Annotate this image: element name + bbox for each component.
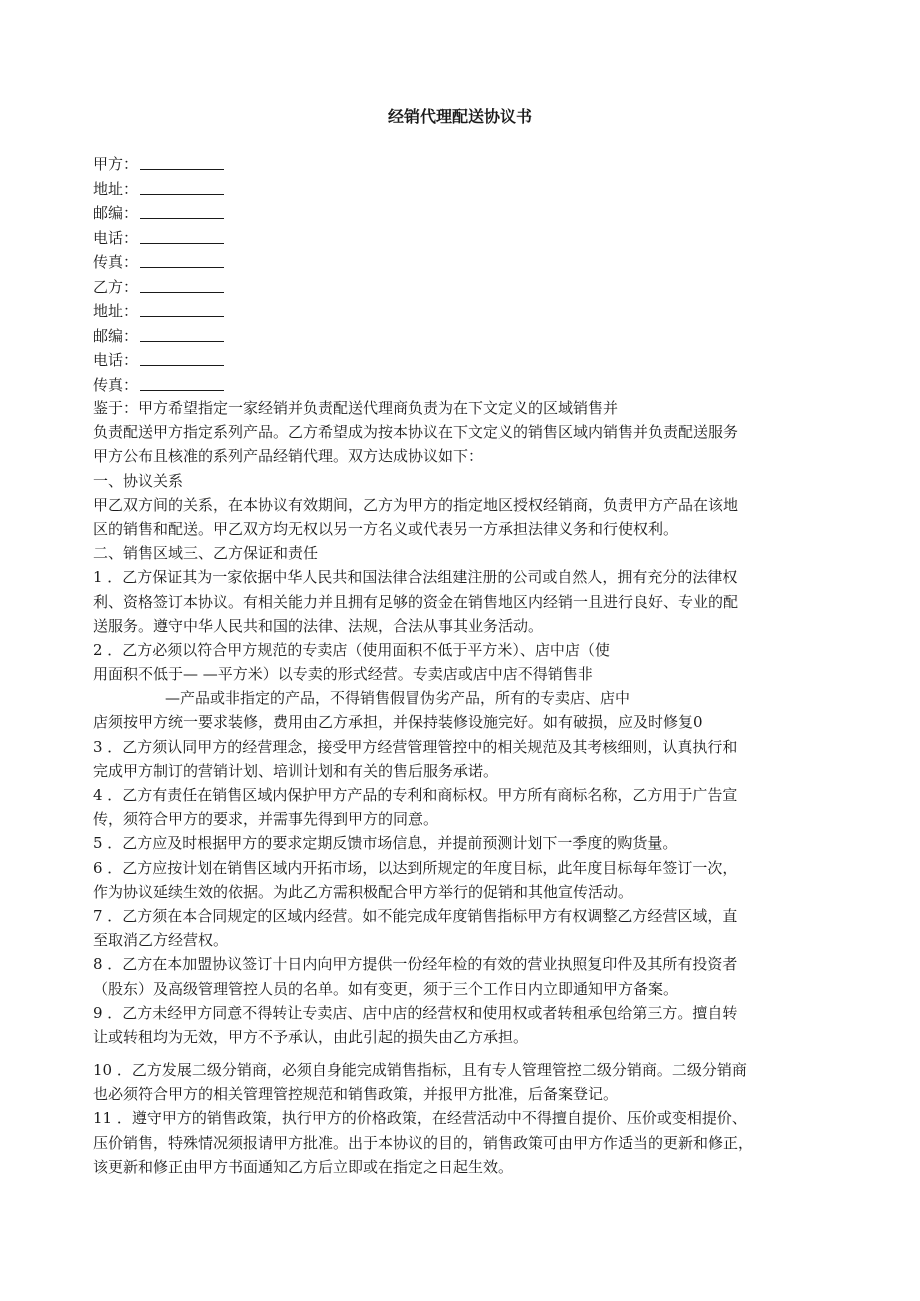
field-row [93, 250, 224, 275]
field-label: 邮编： [93, 326, 139, 345]
body-line: 完成甲方制订的营销计划、培训计划和有关的售后服务承诺。 [93, 761, 499, 780]
agreement-body [93, 396, 843, 1179]
body-line: 2 ．乙方必须以符合甲方规范的专卖店（使用面积不低于平方米）、店中店（使 [93, 640, 610, 659]
party-info-fields [93, 152, 224, 397]
body-line: 7 ．乙方须在本合同规定的区域内经营。如不能完成年度销售指标甲方有权调整乙方经营区域，直 [93, 906, 738, 925]
body-line: 利、资格签订本协议。有相关能力并且拥有足够的资金在销售地区内经销一且进行良好、专业的配 [93, 592, 739, 611]
field-blank [140, 326, 224, 342]
body-line: 送服务。遵守中华人民共和国的法律、法规，合法从事其业务活动。 [93, 616, 544, 635]
body-line: 4 ．乙方有责任在销售区域内保护甲方产品的专利和商标权。甲方所有商标名称，乙方用于广告宣 [93, 786, 738, 804]
field-label: 电话： [93, 351, 139, 369]
body-line: （股东）及高级管理管控人员的名单。如有变更，须于三个工作日内立即通知甲方备案。 [93, 979, 679, 998]
field-label: 甲方： [93, 155, 139, 173]
body-line: 10 ．乙方发展二级分销商，必须自身能完成销售指标，且有专人管理管控二级分销商。二级分销商 [93, 1061, 747, 1080]
field-blank [140, 228, 224, 244]
field-row [93, 299, 224, 324]
field-blank [140, 301, 224, 317]
field-row [93, 324, 224, 349]
section-heading: 一、协议关系 [93, 471, 184, 490]
field-row [93, 275, 224, 300]
body-line: 甲方公布且核准的系列产品经销代理。双方达成协议如下： [93, 447, 484, 466]
body-line: 负责配送甲方指定系列产品。乙方希望成为按本协议在下文定义的销售区域内销售并负责配送服务 [93, 423, 739, 442]
field-row [93, 348, 224, 373]
field-row [93, 373, 224, 398]
paragraph-gap [93, 1049, 843, 1058]
body-line: 甲乙双方间的关系，在本协议有效期间，乙方为甲方的指定地区授权经销商，负责甲方产品在该地 [93, 495, 739, 514]
body-line: 传，须符合甲方的要求，并需事先得到甲方的同意。 [93, 810, 439, 829]
field-label: 邮编： [93, 204, 139, 222]
body-line: 让或转租均为无效，甲方不予承认，由此引起的损失由乙方承担。 [93, 1027, 529, 1046]
field-label: 电话： [93, 228, 139, 247]
field-row [93, 177, 224, 202]
field-label: 传真： [93, 375, 139, 394]
body-line: 9 ．乙方未经甲方同意不得转让专卖店、店中店的经营权和使用权或者转租承包给第三方。擅自转 [93, 1003, 738, 1022]
field-blank [140, 154, 224, 170]
body-line: 区的销售和配送。甲乙双方均无权以另一方名义或代表另一方承担法律义务和行使权利。 [93, 519, 679, 538]
body-line: 6 ．乙方应按计划在销售区域内开拓市场，以达到所规定的年度目标，此年度目标每年签订一次， [93, 858, 738, 877]
field-blank [140, 203, 224, 219]
field-blank [140, 350, 224, 366]
field-row [93, 201, 224, 226]
body-line: 11 ．遵守甲方的销售政策，执行甲方的价格政策，在经营活动中不得擅自提价、压价或变相提价、 [93, 1109, 747, 1128]
field-blank [140, 375, 224, 391]
field-label: 地址： [93, 302, 139, 320]
body-line: 该更新和修正由甲方书面通知乙方后立即或在指定之日起生效。 [93, 1157, 514, 1176]
field-blank [140, 252, 224, 268]
body-line: 鉴于：甲方希望指定一家经销并负责配送代理商负责为在下文定义的区域销售并 [93, 399, 619, 417]
field-blank [140, 277, 224, 293]
field-label: 地址： [93, 179, 139, 198]
field-row [93, 226, 224, 251]
body-line: 用面积不低于— —平方米）以专卖的形式经营。专卖店或店中店不得销售非 [93, 665, 593, 684]
section-heading: 二、销售区域三、乙方保证和责任 [93, 544, 319, 563]
body-line: 也必须符合甲方的相关管理管控规范和销售政策，并报甲方批准，后备案登记。 [93, 1085, 619, 1104]
body-line: 3 ．乙方须认同甲方的经营理念，接受甲方经营管理管控中的相关规范及其考核细则，认真执行和 [93, 737, 738, 756]
field-blank [140, 179, 224, 195]
body-line: 作为协议延续生效的依据。为此乙方需积极配合甲方举行的促销和其他宣传活动。 [93, 882, 634, 901]
body-line: 8 ．乙方在本加盟协议签订十日内向甲方提供一份经年检的有效的营业执照复印件及其所有投资者 [93, 955, 738, 974]
body-line: 压价销售，特殊情况须报请甲方批准。出于本协议的目的，销售政策可由甲方作适当的更新和修正， [93, 1133, 754, 1152]
body-line: —产品或非指定的产品，不得销售假冒伪劣产品，所有的专卖店、店中 [165, 689, 631, 708]
document-title: 经销代理配送协议书 [387, 107, 532, 126]
body-line: 5 ．乙方应及时根据甲方的要求定期反馈市场信息，并提前预测计划下一季度的购货量。 [93, 834, 678, 853]
body-line: 至取消乙方经营权。 [93, 931, 229, 950]
body-line: 1 ．乙方保证其为一家依据中华人民共和国法律合法组建注册的公司或自然人，拥有充分的法律权 [93, 568, 738, 587]
field-label: 传真： [93, 253, 139, 271]
field-label: 乙方： [93, 277, 139, 296]
body-line: 店须按甲方统一要求装修，费用由乙方承担，并保持装修设施完好。如有破损，应及时修复0 [93, 713, 703, 732]
field-row [93, 152, 224, 177]
